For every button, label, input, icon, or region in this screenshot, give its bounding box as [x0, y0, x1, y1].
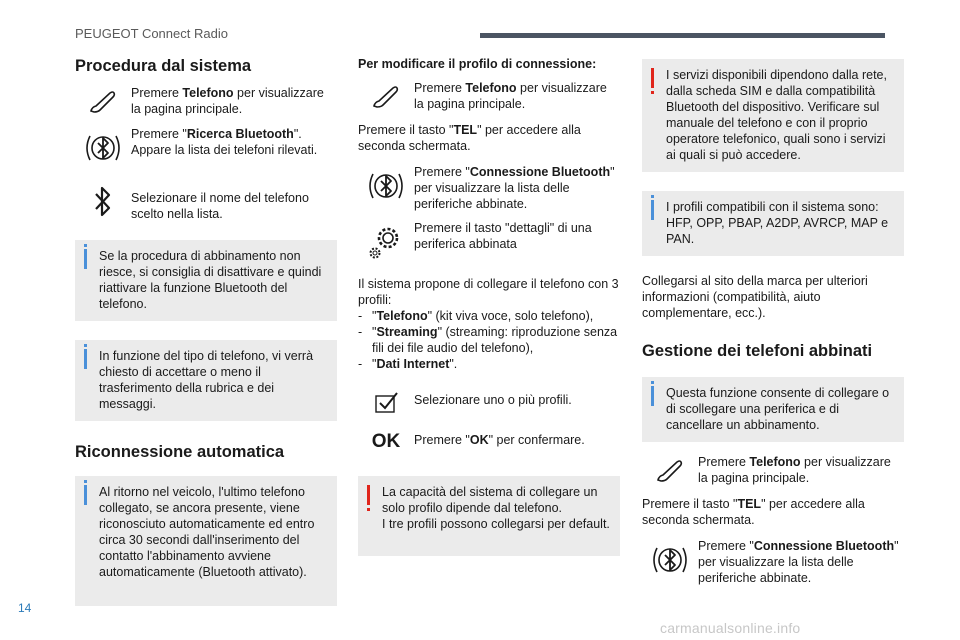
- heading-riconnessione: Riconnessione automatica: [75, 443, 285, 461]
- tel-instruction: Premere il tasto "TEL" per accedere alla seconda schermata.: [358, 123, 581, 153]
- column-1: [75, 56, 337, 606]
- column-3: [642, 56, 904, 586]
- step-dettagli: Premere il tasto "dettagli" di una periferica abbinata: [358, 220, 620, 262]
- bluetooth-search-icon: [82, 126, 124, 170]
- lead-text: Per modificare il profilo di connessione:: [358, 57, 597, 71]
- ok-icon: OK: [371, 431, 401, 452]
- info-bar: [651, 386, 654, 406]
- list-item: - "Streaming" (streaming: riproduzione senza fili dei file audio del telefono),: [358, 325, 618, 355]
- page-number: 14: [18, 601, 32, 615]
- watermark: carmanualsonline.info: [660, 620, 801, 636]
- settings-gear-icon: [366, 220, 406, 262]
- column-2: [358, 56, 620, 556]
- info-bar: [651, 200, 654, 220]
- step-connessione: Premere "Connessione Bluetooth" per visualizzare la lista delle periferiche abbinate.: [642, 538, 904, 586]
- paragraph-sito: Collegarsi al sito della marca per ulteriori informazioni (compatibilità, aiuto complementare, ecc.).: [642, 274, 868, 320]
- step-ricerca: Premere "Ricerca Bluetooth". Appare la lista dei telefoni rilevati.: [75, 126, 337, 170]
- list-item: - "Dati Internet".: [358, 357, 458, 371]
- warning-icon: [367, 485, 370, 505]
- warning-box-servizi: I servizi disponibili dipendono dalla rete, dalla scheda SIM e dalla compatibilità Bluetooth del dispositivo. Verificare sul manuale del telefono e con il proprio operatore telefonico, quali sono i servizi ai quali si può accedere.: [642, 59, 904, 172]
- info-box-rubrica: In funzione del tipo di telefono, vi verrà chiesto di accettare o meno il trasferimento della rubrica e dei messaggi.: [75, 340, 337, 421]
- checkbox-check-icon: [372, 390, 400, 416]
- step-ok: OK Premere "OK" per confermare.: [371, 431, 585, 452]
- heading-gestione: Gestione dei telefoni abbinati: [642, 342, 873, 360]
- touch-pen-icon: [655, 458, 685, 484]
- bluetooth-search-icon: [649, 538, 691, 582]
- info-bar: [84, 485, 87, 505]
- info-box-abbinamento: Se la procedura di abbinamento non riesce, si consiglia di disattivare e quindi riattivare la funzione Bluetooth del telefono.: [75, 240, 337, 321]
- list-item: - "Telefono" (kit viva voce, solo telefono),: [358, 309, 594, 323]
- step-telefono: Premere Telefono per visualizzare la pagina principale.: [642, 454, 904, 486]
- info-box-riconnessione: Al ritorno nel veicolo, l'ultimo telefono collegato, se ancora presente, viene riconosciuto automaticamente ed entro circa 30 secondi dall'inserimento del contatto l'abbinamento avviene automaticamente (Bluetooth attivato).: [75, 476, 337, 606]
- info-bar: [84, 249, 87, 269]
- header-bar: [480, 33, 885, 38]
- step-connessione: Premere "Connessione Bluetooth" per visualizzare la lista delle periferiche abbinate.: [358, 164, 620, 212]
- step-seleziona-profili: Selezionare uno o più profili.: [358, 390, 620, 416]
- step-seleziona: Selezionare il nome del telefono scelto nella lista.: [75, 182, 337, 222]
- step-telefono: Premere Telefono per visualizzare la pagina principale.: [358, 80, 620, 112]
- warning-box-profili: La capacità del sistema di collegare un solo profilo dipende dal telefono. I tre profili possono collegarsi per default.: [358, 476, 620, 556]
- info-box-gestione: Questa funzione consente di collegare o di scollegare una periferica e di cancellare un abbinamento.: [642, 377, 904, 442]
- bluetooth-search-icon: [365, 164, 407, 208]
- step-telefono: Premere Telefono per visualizzare la pagina principale.: [75, 85, 337, 117]
- touch-pen-icon: [371, 84, 401, 110]
- bluetooth-icon: [90, 182, 116, 222]
- running-header: PEUGEOT Connect Radio: [75, 26, 228, 41]
- profiles-intro: Il sistema propone di collegare il telefono con 3 profili:: [358, 277, 619, 307]
- warning-icon: [651, 68, 654, 88]
- touch-pen-icon: [88, 89, 118, 115]
- info-bar: [84, 349, 87, 369]
- tel-instruction: Premere il tasto "TEL" per accedere alla seconda schermata.: [642, 497, 865, 527]
- info-box-profili: I profili compatibili con il sistema sono: HFP, OPP, PBAP, A2DP, AVRCP, MAP e PAN.: [642, 191, 904, 256]
- heading-procedura: Procedura dal sistema: [75, 57, 252, 75]
